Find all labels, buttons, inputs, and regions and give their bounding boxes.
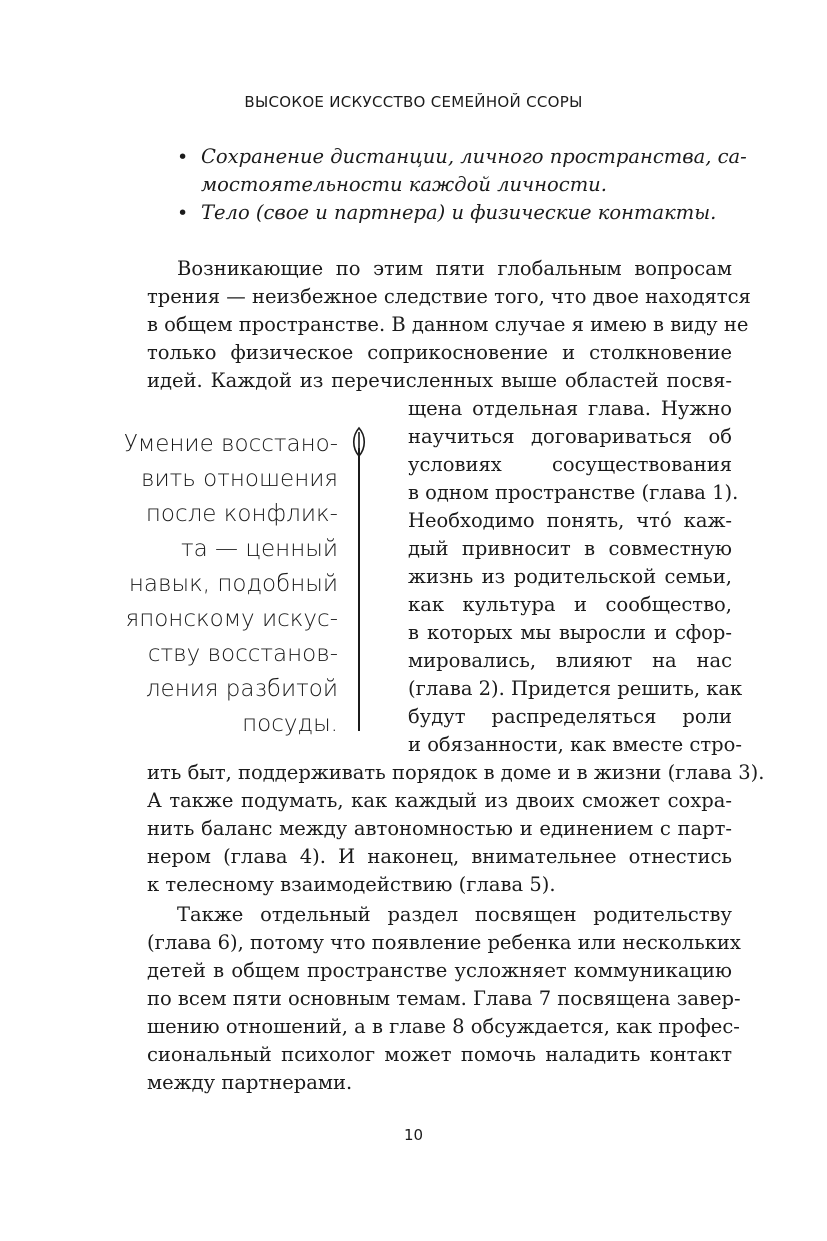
para2-line-7: между партнерами. bbox=[147, 1071, 353, 1094]
pull-quote-line-4: та — ценный bbox=[181, 536, 338, 562]
bullet-1-line-2: мостоятельности каждой личности. bbox=[201, 173, 607, 196]
para1-col-line-5: Необходимо понять, что́ каж- bbox=[408, 509, 732, 532]
para1-tail-line-1: ить быт, поддерживать порядок в доме и в жизни (глава 3). bbox=[147, 761, 765, 784]
pull-quote-line-2: вить отношения bbox=[141, 466, 338, 492]
page-number: 10 bbox=[403, 1126, 424, 1144]
para1-col-line-12: будут распределяться роли bbox=[408, 705, 732, 728]
para1-col-line-9: в которых мы выросли и сфор- bbox=[408, 621, 732, 644]
bullet-1-line-1: Сохранение дистанции, личного пространства, са- bbox=[201, 145, 747, 168]
para1-line-4: только физическое соприкосновение и столкновение bbox=[147, 341, 732, 364]
para1-col-line-6: дый привносит в совместную bbox=[408, 537, 732, 560]
para1-col-line-1: щена отдельная глава. Нужно bbox=[408, 397, 732, 420]
para1-col-line-8: как культура и сообщество, bbox=[408, 593, 732, 616]
para2-line-6: сиональный психолог может помочь наладить контакт bbox=[147, 1043, 732, 1066]
para2-line-4: по всем пяти основным темам. Глава 7 посвящена завер- bbox=[147, 987, 741, 1010]
para1-col-line-2: научиться договариваться об bbox=[408, 425, 732, 448]
para1-tail-line-4: нером (глава 4). И наконец, внимательнее отнестись bbox=[147, 845, 732, 868]
para1-tail-line-3: нить баланс между автономностью и единением с парт- bbox=[147, 817, 732, 840]
pull-quote-line-5: навык, подобный bbox=[128, 571, 338, 597]
bullet-marker: • bbox=[177, 202, 189, 224]
pull-quote-line-8: ления разбитой bbox=[145, 676, 338, 702]
para1-line-1: Возникающие по этим пяти глобальным вопросам bbox=[177, 257, 732, 280]
para1-col-line-4: в одном пространстве (глава 1). bbox=[408, 481, 739, 504]
pull-quote-line-6: японскому искус- bbox=[125, 606, 338, 632]
para1-line-3: в общем пространстве. В данном случае я имею в виду не bbox=[147, 313, 749, 336]
para1-col-line-13: и обязанности, как вместе стро- bbox=[408, 733, 742, 756]
pull-quote-line-9: посуды. bbox=[242, 711, 338, 737]
para1-line-5: идей. Каждой из перечисленных выше областей посвя- bbox=[147, 369, 732, 392]
para2-line-5: шению отношений, а в главе 8 обсуждается, как профес- bbox=[147, 1015, 740, 1038]
para1-col-line-10: мировались, влияют на нас bbox=[408, 649, 732, 672]
pull-quote-line-1: Умение восстано- bbox=[123, 431, 338, 457]
para1-line-2: трения — неизбежное следствие того, что двое находятся bbox=[147, 285, 751, 308]
para1-col-line-7: жизнь из родительской семьи, bbox=[408, 565, 732, 588]
para2-line-3: детей в общем пространстве усложняет коммуникацию bbox=[147, 959, 732, 982]
vertical-rule bbox=[358, 448, 360, 731]
para1-col-line-3: условиях сосуществования bbox=[408, 453, 732, 476]
pull-quote-line-7: ству восстанов- bbox=[147, 641, 338, 667]
running-header: ВЫСОКОЕ ИСКУССТВО СЕМЕЙНОЙ ССОРЫ bbox=[244, 93, 583, 111]
para1-col-line-11: (глава 2). Придется решить, как bbox=[408, 677, 743, 700]
para2-line-2: (глава 6), потому что появление ребенка или нескольких bbox=[147, 931, 741, 954]
pull-quote-line-3: после конфлик- bbox=[145, 501, 338, 527]
para1-tail-line-2: А также подумать, как каждый из двоих сможет сохра- bbox=[147, 789, 732, 812]
bullet-marker: • bbox=[177, 146, 189, 168]
para1-tail-line-5: к телесному взаимодействию (глава 5). bbox=[147, 873, 556, 896]
para2-line-1: Также отдельный раздел посвящен родительству bbox=[177, 903, 732, 926]
bullet-2-line-1: Тело (свое и партнера) и физические контакты. bbox=[201, 201, 717, 224]
